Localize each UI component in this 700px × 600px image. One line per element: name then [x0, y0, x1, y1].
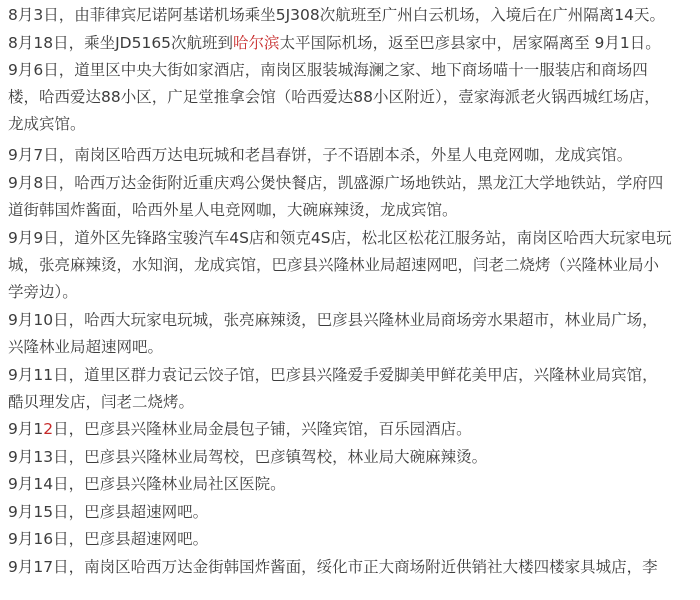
itinerary-entry	[8, 170, 698, 224]
itinerary-entry	[8, 526, 698, 553]
entry-text: 兴隆林业局超速网吧。	[8, 338, 164, 356]
entry-line	[8, 57, 698, 84]
entry-line	[8, 142, 698, 169]
entry-line	[8, 225, 698, 252]
entry-text: 9月13日，巴彦县兴隆林业局驾校，巴彦镇驾校，林业局大碗麻辣烫。	[8, 448, 488, 466]
entry-text: 9月16日，巴彦县超速网吧。	[8, 530, 209, 548]
itinerary-entry	[8, 142, 698, 169]
entry-text: 城，张亮麻辣烫，水知润，龙成宾馆，巴彦县兴隆林业局超速网吧，闫老二烧烤（兴隆林业局小	[8, 256, 660, 274]
itinerary-entry	[8, 362, 698, 416]
entry-text: 9月9日，道外区先锋路宝骏汽车4S店和领克4S店，松北区松花江服务站，南岗区哈西大玩家电玩	[8, 229, 672, 247]
entry-line	[8, 416, 698, 443]
itinerary-entry	[8, 2, 698, 29]
entry-text: 8月18日，乘坐JD5165次航班到	[8, 34, 234, 52]
entry-text: 9月17日，南岗区哈西万达金街韩国炸酱面，绥化市正大商场附近供销社大楼四楼家具城店，李	[8, 558, 658, 576]
entry-text: 楼，哈西爱达88小区，广足堂推拿会馆（哈西爱达88小区附近），壹家海派老火锅西城红场店，	[8, 88, 660, 106]
highlighted-text: 哈尔滨	[233, 34, 280, 52]
entry-text: 9月14日，巴彦县兴隆林业局社区医院。	[8, 475, 286, 493]
entry-line	[8, 111, 698, 138]
entry-line	[8, 526, 698, 553]
entry-text: 太平国际机场，返至巴彦县家中，居家隔离至 9月1日。	[279, 34, 661, 52]
entry-text: 9月11日，道里区群力袁记云饺子馆，巴彦县兴隆爱手爱脚美甲鲜花美甲店，兴隆林业局宾馆，	[8, 366, 658, 384]
entry-line	[8, 2, 698, 29]
entry-text: 9月6日，道里区中央大街如家酒店，南岗区服装城海澜之家、地下商场喵十一服装店和商场四	[8, 61, 648, 79]
entry-line	[8, 30, 698, 57]
highlighted-text: 2	[43, 420, 54, 438]
entry-text: 日，巴彦县兴隆林业局金晨包子铺，兴隆宾馆，百乐园酒店。	[53, 420, 472, 438]
entry-line	[8, 84, 698, 111]
itinerary-entry	[8, 554, 698, 581]
entry-text: 8月3日，由菲律宾尼诺阿基诺机场乘坐5J308次航班至广州白云机场，入境后在广州隔离14天。	[8, 6, 665, 24]
entry-text: 9月1	[8, 420, 44, 438]
entry-text: 道街韩国炸酱面，哈西外星人电竞网咖，大碗麻辣烫，龙成宾馆。	[8, 201, 458, 219]
entry-text: 龙成宾馆。	[8, 115, 86, 133]
entry-text: 9月15日，巴彦县超速网吧。	[8, 503, 209, 521]
entry-text: 9月8日，哈西万达金街附近重庆鸡公煲快餐店，凯盛源广场地铁站，黑龙江大学地铁站，学府四	[8, 174, 664, 192]
entry-line	[8, 252, 698, 279]
entry-line	[8, 362, 698, 389]
itinerary-entry	[8, 416, 698, 443]
entry-text: 9月10日，哈西大玩家电玩城，张亮麻辣烫，巴彦县兴隆林业局商场旁水果超市，林业局广场，	[8, 311, 658, 329]
itinerary-entry	[8, 57, 698, 138]
entry-line	[8, 444, 698, 471]
entry-line	[8, 554, 698, 581]
entry-line	[8, 170, 698, 197]
entry-text: 酷贝理发店，闫老二烧烤。	[8, 393, 195, 411]
entry-text: 学旁边）。	[8, 283, 78, 301]
entry-line	[8, 307, 698, 334]
itinerary-entry	[8, 444, 698, 471]
itinerary-entry	[8, 30, 698, 57]
entry-line	[8, 334, 698, 361]
itinerary-entry	[8, 471, 698, 498]
entry-line	[8, 197, 698, 224]
entry-line	[8, 279, 698, 306]
entry-line	[8, 389, 698, 416]
itinerary-entry	[8, 307, 698, 361]
entry-text: 9月7日，南岗区哈西万达电玩城和老昌春饼，子不语剧本杀，外星人电竞网咖，龙成宾馆。	[8, 146, 633, 164]
entry-line	[8, 499, 698, 526]
itinerary-entry	[8, 225, 698, 306]
entry-line	[8, 471, 698, 498]
itinerary-entry	[8, 499, 698, 526]
